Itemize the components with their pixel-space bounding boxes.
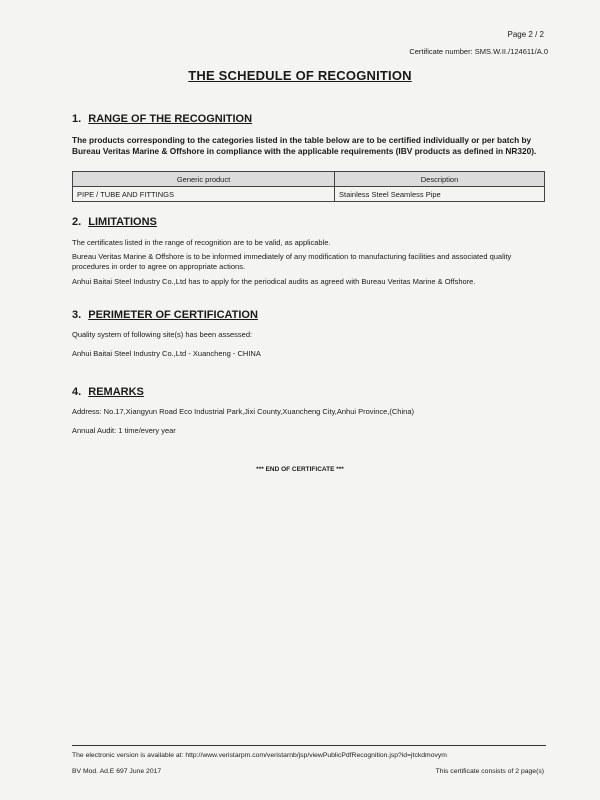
table-header-description: Description [335, 172, 545, 187]
table-cell-description: Stainless Steel Seamless Pipe [335, 187, 545, 202]
perimeter-paragraph-2: Anhui Baitai Steel Industry Co.,Ltd - Xuancheng - CHINA [72, 349, 261, 358]
table-header-row [73, 172, 545, 187]
section-limitations-heading [72, 216, 157, 228]
limitations-paragraph-2: Bureau Veritas Marine & Offshore is to be informed immediately of any modification to manufacturing facilities and associated quality procedures in order to agree on appropriate actions. [72, 252, 512, 271]
section-remarks-heading [72, 386, 144, 398]
section-perimeter-heading [72, 309, 258, 321]
table-row [73, 187, 545, 202]
section-title: REMARKS [88, 386, 144, 398]
range-table [72, 171, 545, 202]
document-title: THE SCHEDULE OF RECOGNITION [188, 68, 412, 83]
footer-electronic-version: The electronic version is available at: http://www.veristarpm.com/veristarnb/jsp/viewPublicPdfRecognition.jsp?id=jtckdmovym [72, 752, 447, 759]
section-number: 2. [72, 216, 82, 228]
section-number: 4. [72, 386, 82, 398]
footer-form-reference: BV Mod. Ad.E 697 June 2017 [72, 768, 162, 775]
limitations-paragraph-1: The certificates listed in the range of recognition are to be valid, as applicable. [72, 238, 331, 247]
section-range-heading [72, 113, 252, 125]
remarks-annual-audit: Annual Audit: 1 time/every year [72, 426, 176, 435]
section-number: 3. [72, 309, 82, 321]
section-title: PERIMETER OF CERTIFICATION [88, 309, 258, 321]
table-cell-generic-product: PIPE / TUBE AND FITTINGS [73, 187, 335, 202]
range-intro: The products corresponding to the categories listed in the table below are to be certified individually or per batch by Bureau Veritas Marine & Offshore in compliance with the applicable requirements (IBV products as defined in NR320). [72, 135, 537, 156]
end-of-certificate: *** END OF CERTIFICATE *** [256, 466, 344, 473]
page-number: Page 2 / 2 [507, 30, 544, 39]
perimeter-paragraph-1: Quality system of following site(s) has been assessed: [72, 330, 253, 339]
section-title: LIMITATIONS [88, 216, 157, 228]
remarks-address: Address: No.17,Xiangyun Road Eco Industrial Park,Jixi County,Xuancheng City,Anhui Province,(China) [72, 407, 414, 416]
section-number: 1. [72, 113, 82, 125]
footer-page-count: This certificate consists of 2 page(s) [435, 768, 544, 775]
certificate-number: Certificate number: SMS.W.II./124611/A.0 [409, 47, 548, 56]
table-header-generic-product: Generic product [73, 172, 335, 187]
limitations-paragraph-3: Anhui Baitai Steel Industry Co.,Ltd has to apply for the periodical audits as agreed with Bureau Veritas Marine & Offshore. [72, 277, 476, 286]
footer-divider [72, 745, 546, 746]
section-title: RANGE OF THE RECOGNITION [88, 113, 253, 125]
